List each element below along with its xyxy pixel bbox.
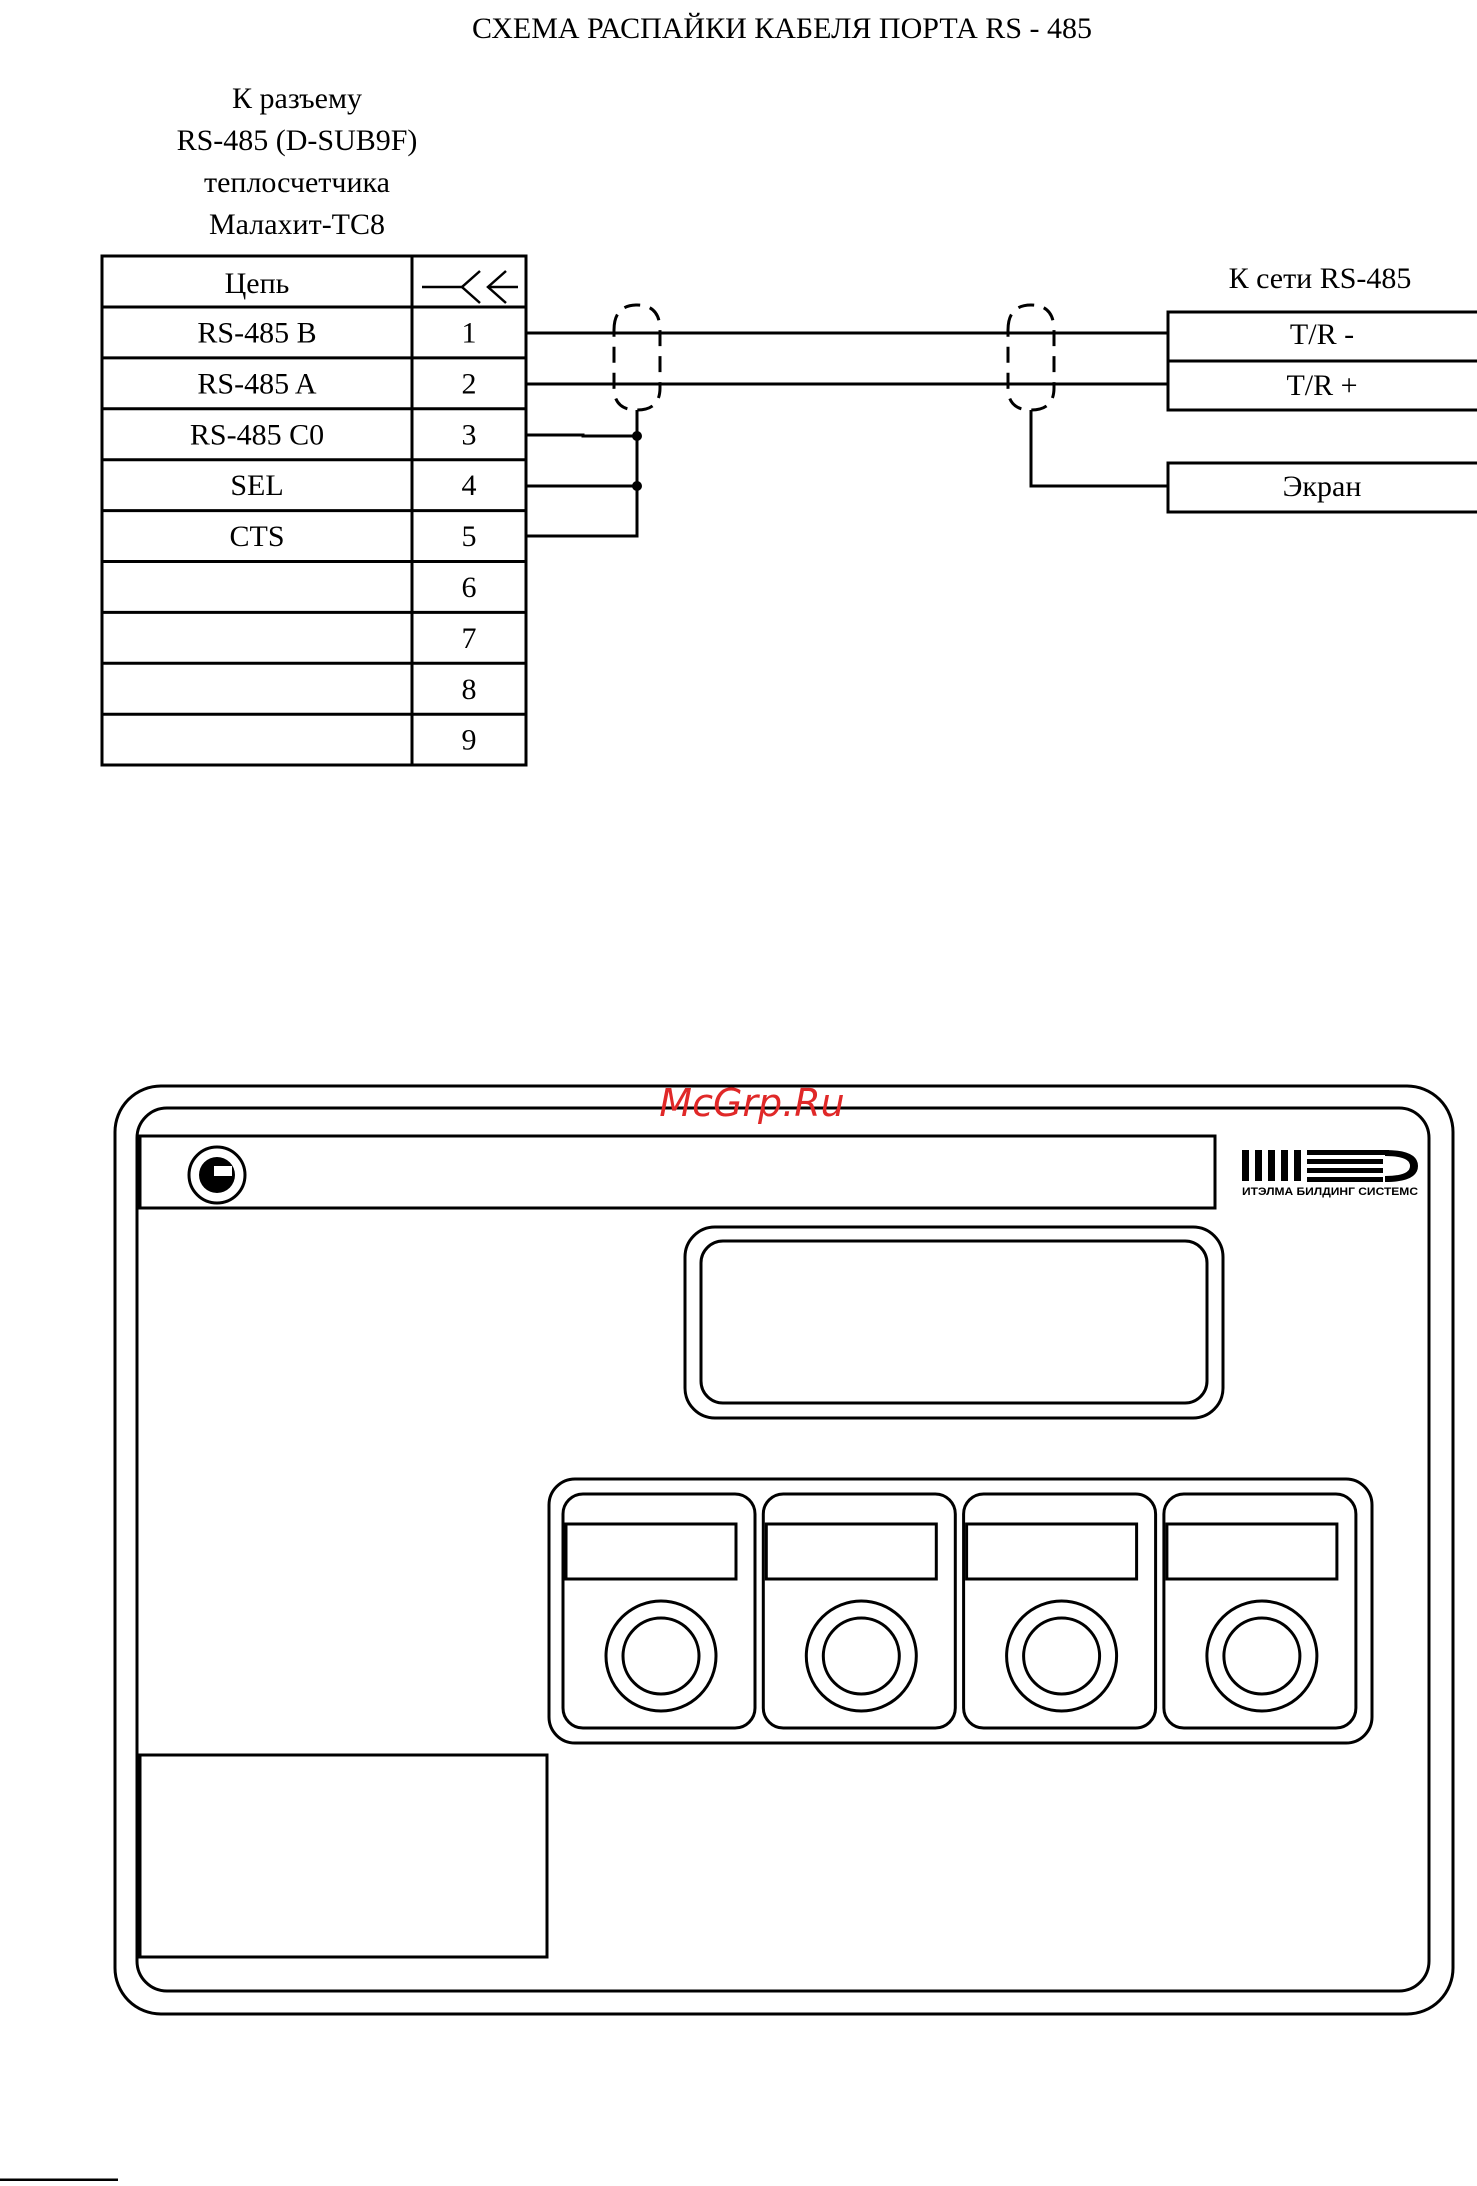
connector-caption-line: RS-485 (D-SUB9F) [176,124,418,157]
junction-dot [632,481,642,491]
connector-caption-line: К разъему [232,82,362,115]
button-cap[interactable] [1224,1618,1300,1694]
button-label-window [967,1524,1137,1579]
page-title: СХЕМА РАСПАЙКИ КАБЕЛЯ ПОРТА RS - 485 [471,12,1093,45]
button-row [563,1494,1356,1728]
table-cell-pin: 6 [461,570,477,604]
cable-shield-right [1008,305,1054,410]
button-label-window [566,1524,736,1579]
button-cap[interactable] [823,1618,899,1694]
table-cell-pin: 2 [461,367,477,401]
network-terminals [1168,312,1477,512]
connector-caption-line: Малахит-ТС8 [208,208,386,241]
shield-label: Экран [1282,470,1362,503]
cable-shield-left [614,305,660,410]
table-cell-circuit: RS-485 B [197,316,317,350]
pinout-table [102,256,526,765]
brand-logo-icon [1242,1150,1418,1182]
table-cell-pin: 3 [461,418,477,452]
label-plate [140,1755,547,1957]
table-cell-pin: 4 [461,469,477,503]
table-cell-pin: 8 [461,672,477,706]
table-cell-pin: 5 [461,520,477,554]
panel-outer-frame [115,1086,1453,2014]
certification-mark-icon [189,1147,245,1203]
brand-logo [1242,1150,1418,1198]
terminal-label: T/R + [1286,369,1358,402]
button-cap[interactable] [1024,1618,1100,1694]
panel-button[interactable] [964,1494,1156,1728]
panel-header-strip [140,1136,1215,1208]
cable-wires [526,333,1168,536]
button-label-window [766,1524,936,1579]
table-cell-circuit: RS-485 C0 [189,418,325,452]
terminal-label: T/R - [1289,318,1355,351]
network-caption: К сети RS-485 [1228,262,1412,295]
connector-arrow-icon [422,271,518,303]
connector-caption-line: теплосчетчика [203,166,391,199]
table-cell-circuit: CTS [229,520,285,554]
display-window-inner [701,1241,1207,1403]
button-bar-frame [549,1479,1372,1743]
table-cell-circuit: RS-485 A [197,367,317,401]
watermark: McGrp.Ru [659,1081,845,1125]
wire-c0-shield [526,410,637,436]
table-cell-pin: 9 [461,723,477,757]
brand-logo-text: ИТЭЛМА БИЛДИНГ СИСТЕМС [1242,1186,1419,1198]
table-header-circuit: Цепь [224,267,290,300]
panel-button[interactable] [763,1494,955,1728]
table-cell-circuit: SEL [230,469,284,503]
panel-button[interactable] [563,1494,755,1728]
panel-button[interactable] [1164,1494,1356,1728]
display-window-outer [685,1227,1223,1418]
table-cell-pin: 1 [461,316,477,350]
button-label-window [1167,1524,1337,1579]
wire-shield-network [1031,410,1168,486]
table-cell-pin: 7 [461,621,477,655]
device-panel [115,1086,1453,2014]
junction-dot [632,431,642,441]
connector-caption [177,82,418,241]
button-cap[interactable] [623,1618,699,1694]
